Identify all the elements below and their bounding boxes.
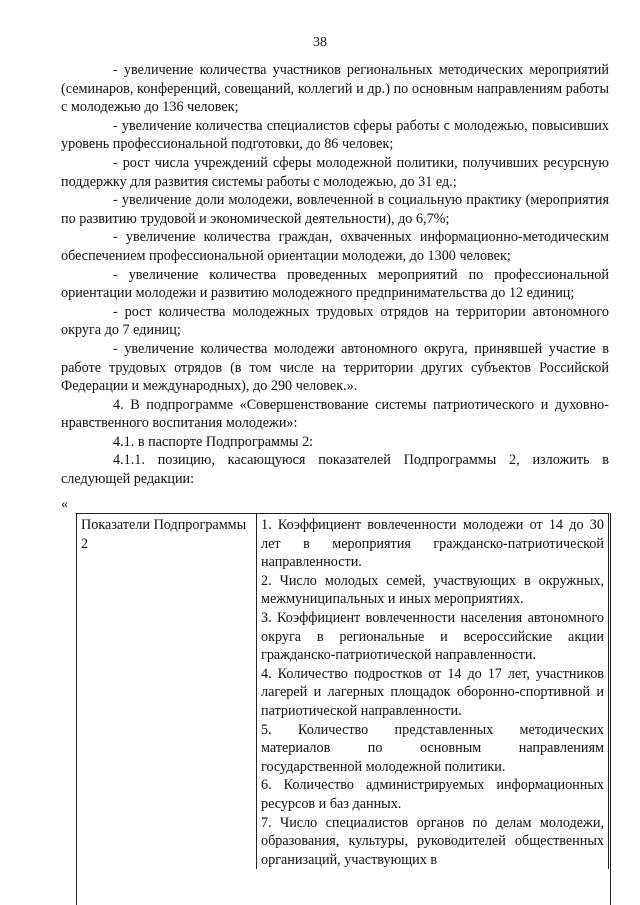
paragraph-4-1-1: 4.1.1. позицию, касающуюся показателей Подпрограммы 2, изложить в следующей редакции: <box>61 452 609 488</box>
table-label-cell: Показатели Подпрограммы 2 <box>77 514 257 870</box>
indicator-item: 3. Коэффициент вовлеченности населения автономного округа в региональные и всероссийские акции гражданско-патриотической направленности. <box>261 609 604 664</box>
opening-quote-mark: « <box>61 497 68 512</box>
bullet-item: - увеличение количества участников региональных методических мероприятий (семинаров, конференций, совещаний, коллегий и др.) по основным направлениям работы с молодежью до 136 человек; <box>61 62 609 116</box>
bullet-item: - рост числа учреждений сферы молодежной политики, получивших ресурсную поддержку для развития системы работы с молодежью, до 31 ед.; <box>61 154 609 190</box>
bullet-item: - рост количества молодежных трудовых отрядов на территории автономного округа до 7 единиц; <box>61 303 609 339</box>
indicator-item: 5. Количество представленных методических материалов по основным направлениям государственной молодежной политики. <box>261 721 604 775</box>
bullet-item: - увеличение количества специалистов сферы работы с молодежью, повысивших уровень профессиональной подготовки, до 86 человек; <box>61 117 609 153</box>
bullet-item: - увеличение количества проведенных мероприятий по профессиональной ориентации молодежи и развитию молодежного предпринимательства до 12 единиц; <box>61 266 609 302</box>
table-indicators-cell <box>257 514 609 870</box>
passport-table <box>76 513 609 869</box>
table-row <box>77 514 609 870</box>
indicator-item: 4. Количество подростков от 14 до 17 лет, участников лагерей и лагерных площадок оборонно-спортивной и патриотической направленности. <box>261 665 604 719</box>
indicator-item: 1. Коэффициент вовлеченности молодежи от 14 до 30 лет в мероприятия гражданско-патриотической направленности. <box>261 517 604 571</box>
indicator-item: 6. Количество администрируемых информационных ресурсов и баз данных. <box>261 777 604 812</box>
page-number: 38 <box>313 35 327 50</box>
indicator-item: 7. Число специалистов органов по делам молодежи, образования, культуры, руководителей общественных организаций, участвующих в <box>261 814 604 868</box>
bullet-item: - увеличение доли молодежи, вовлеченной в социальную практику (мероприятия по развитию трудовой и экономической деятельности), до 6,7%; <box>61 192 609 227</box>
bullet-item: - увеличение количества молодежи автономного округа, принявшей участие в работе трудовых отрядов (в том числе на территории других субъектов Российской Федерации и международных), до 290 человек.». <box>61 340 609 395</box>
paragraph-4: 4. В подпрограмме «Совершенствование системы патриотического и духовно-нравственного воспитания молодежи»: <box>61 396 609 432</box>
indicator-item: 2. Число молодых семей, участвующих в окружных, межмуниципальных и иных мероприятиях. <box>261 572 604 608</box>
document-body <box>61 61 609 489</box>
bullet-item: - увеличение количества граждан, охваченных информационно-методическим обеспечением профессиональной ориентации молодежи, до 1300 человек; <box>61 229 609 264</box>
paragraph-4-1: 4.1. в паспорте Подпрограммы 2: <box>113 433 314 450</box>
